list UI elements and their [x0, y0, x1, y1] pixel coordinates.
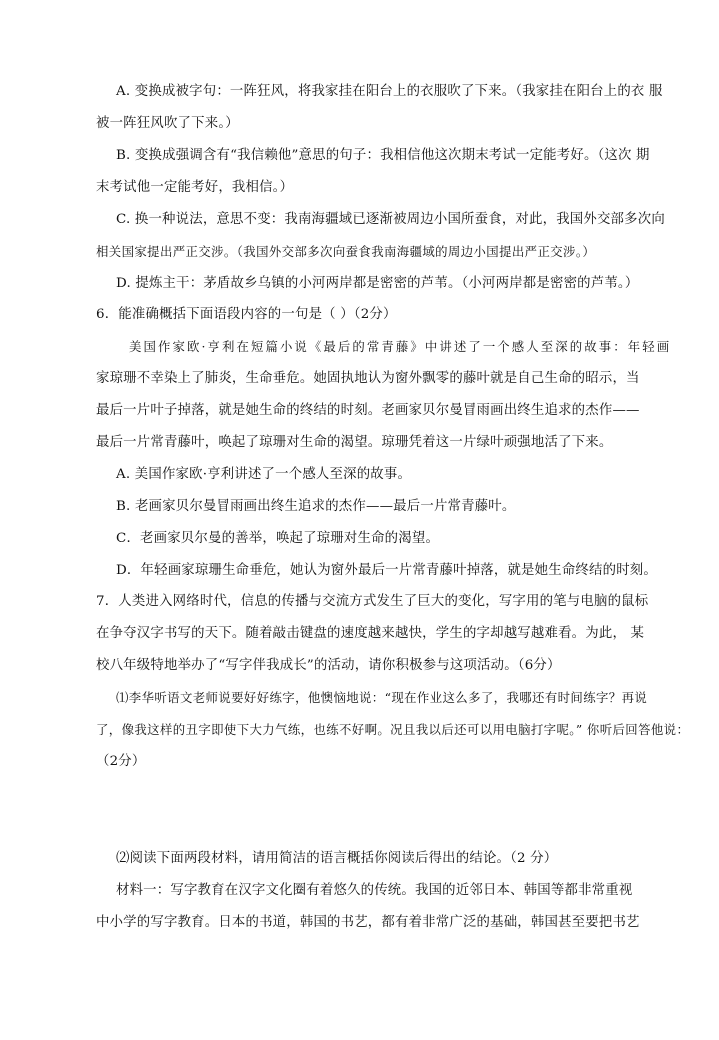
material-1-line-1: 材料一：写字教育在汉字文化圈有着悠久的传统。我国的近邻日本、韩国等都非常重视	[116, 883, 633, 898]
question-7-line-1: 7．人类进入网络时代，信息的传播与交流方式发生了巨大的变化，写字用的笔与电脑的鼠标	[96, 594, 649, 609]
passage-line-3: 最后一片叶子掉落，就是她生命的终结的时刻。老画家贝尔曼冒雨画出终生追求的杰作——	[96, 403, 640, 418]
q6-option-c: C．老画家贝尔曼的善举，唤起了琼珊对生命的渴望。	[116, 531, 440, 546]
question-7-line-3: 校八年级特地举办了“写字伴我成长”的活动，请你积极参与这项活动。（6分）	[96, 658, 561, 673]
subquestion-1-line-2: 了，像我这样的丑字即使下大力气练，也练不好啊。况且我以后还可以用电脑打字呢。” 你听后回答他说：	[96, 722, 690, 737]
subquestion-1-line-1: ⑴李华听语文老师说要好好练字，他懊恼地说：“现在作业这么多了，我哪还有时间练字？再说	[116, 690, 648, 705]
q6-option-d: D．年轻画家琼珊生命垂危，她认为窗外最后一片常青藤叶掉落，就是她生命终结的时刻。	[116, 563, 657, 578]
passage-line-2: 家琼珊不幸染上了肺炎，生命垂危。她固执地认为窗外飘零的藤叶就是自己生命的昭示，当	[96, 371, 640, 386]
option-a-line-1: A. 变换成被字句：一阵狂风，将我家挂在阳台上的衣服吹了下来。（我家挂在阳台上的衣 服	[116, 84, 663, 99]
q6-option-b: B. 老画家贝尔曼冒雨画出终生追求的杰作——最后一片常青藤叶。	[116, 499, 516, 514]
option-c-line-1: C. 换一种说法，意思不变：我南海疆域已逐渐被周边小国所蚕食，对此，我国外交部多次向	[116, 212, 665, 227]
passage-line-4: 最后一片常青藤叶，唤起了琼珊对生命的渴望。琼珊凭着这一片绿叶顽强地活了下来。	[96, 435, 613, 450]
option-b-line-2: 末考试他一定能考好，我相信。）	[96, 180, 294, 195]
material-1-line-2: 中小学的写字教育。日本的书道，韩国的书艺，都有着非常广泛的基础，韩国甚至要把书艺	[96, 915, 640, 930]
option-a-line-2: 被一阵狂风吹了下来。）	[96, 116, 239, 131]
option-b-line-1: B. 变换成强调含有“我信赖他”意思的句子：我相信他这次期末考试一定能考好。（这次 期	[116, 148, 650, 163]
option-d-line: D. 提炼主干：茅盾故乡乌镇的小河两岸都是密密的芦苇。（小河两岸都是密密的芦苇。）	[116, 276, 639, 291]
passage-line-1: 美国作家欧·亨利在短篇小说《最后的常青藤》中讲述了一个感人至深的故事：年轻画	[129, 339, 672, 354]
subquestion-2-title: ⑵阅读下面两段材料，请用简洁的语言概括你阅读后得出的结论。（2 分）	[116, 851, 558, 866]
q6-option-a: A. 美国作家欧·亨利讲述了一个感人至深的故事。	[116, 467, 412, 482]
subquestion-1-score: （2分）	[96, 754, 146, 769]
option-c-line-2: 相关国家提出严正交涉。（我国外交部多次向蚕食我南海疆域的周边小国提出严正交涉。）	[96, 244, 596, 259]
question-7-line-2: 在争夺汉字书写的天下。随着敲击键盘的速度越来越快，学生的字却越写越难看。为此， 某	[96, 626, 645, 641]
question-6-title: 6．能准确概括下面语段内容的一句是（ ）（2分）	[96, 307, 397, 322]
